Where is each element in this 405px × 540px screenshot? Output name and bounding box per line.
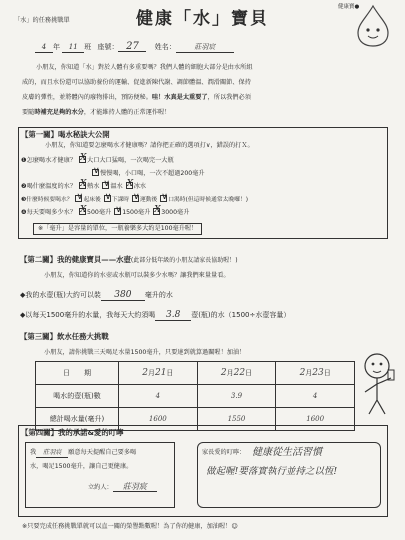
parent-message-line-1: 健康從生活習慣 [252, 447, 322, 458]
table-header-date: 日 期 [36, 362, 119, 385]
intro-line-1: 小朋友，你知道「水」對於人體有多重要嗎？我們人體的細胞大部分是由水所組 [36, 64, 253, 71]
q3-option-a-checkbox[interactable]: ∨ [76, 192, 84, 202]
grade-label: 年 [53, 43, 60, 51]
question-4: ❹每天要喝多少水？ X 500毫升 ∨ 1500毫升 X 3000毫升 [21, 205, 190, 216]
q3-option-b-checkbox[interactable]: ∨ [104, 192, 112, 202]
table-cell-total: 1600 [276, 408, 355, 431]
section-1-note: ※「毫升」是容量的單位，一瓶養樂多大約是100毫升喔！ [33, 223, 202, 235]
intro-emphasis: 哇！水真是太重要了 [151, 94, 208, 101]
bottle-capacity-value: 380 [101, 291, 145, 301]
pledge-line-2: 水，喝足1500毫升，讓自己更健康。 [30, 463, 133, 470]
grade-value: 4 [35, 43, 53, 53]
table-cell-date: 2月22日 [197, 362, 276, 385]
seat-value: 27 [118, 42, 146, 52]
section-3-title: 【第三關】飲水任務大挑戰 [20, 332, 109, 341]
parent-message-line-2: 做起喔!要落實執行並持之以恆! [206, 466, 338, 477]
table-cell-bottles: 4 [276, 385, 355, 408]
seat-label: 座號： [97, 43, 119, 51]
section-2-title: 【第二關】我的健康寶貝——水壺(此部分低年級的小朋友請家長協助喔！) [20, 255, 238, 264]
intro-bold-phrase: 時補充足夠的水分 [34, 109, 84, 116]
footer-note: ※只要完成任務挑戰單就可以直一關的榮譽點數喔！為了你的健康，加油喔！☺ [22, 523, 238, 530]
name-label: 姓名： [154, 43, 176, 51]
table-cell-bottles: 4 [119, 385, 198, 408]
intro-line-2: 成的，而且水份還可以協助養份的運輸、促進新陳代謝、調節體溫、潤滑關節、保持 [22, 79, 251, 86]
name-value: 莊羽宸 [176, 43, 234, 53]
q2-option-b-checkbox[interactable]: ∨ [103, 179, 110, 189]
q1-option-a-checkbox[interactable]: X [80, 153, 87, 163]
q4-option-a-checkbox[interactable]: X [80, 205, 87, 215]
table-row [36, 385, 355, 408]
section-2 [18, 255, 388, 331]
intro-line-3: 皮膚的彈性，並將體內的廢物排出，預防便秘。哇！水真是太重要了，所以我們必須 [22, 94, 251, 101]
q1-option-b-checkbox[interactable]: ∨ [93, 166, 100, 176]
q3-option-d-checkbox[interactable]: ∨ [161, 192, 168, 202]
logo-text: 健康寶● [338, 4, 360, 10]
section-4 [18, 425, 388, 517]
section-1 [18, 127, 388, 239]
table-cell-total: 1600 [119, 408, 198, 431]
question-2: ❷喝什麼溫度的水？ X 熱水 ∨ 溫水 X 冰水 [21, 179, 147, 190]
pledge-name: 莊羽宸 [36, 449, 68, 458]
section-4-title: 【第四關】我的承諾&愛的叮嚀 [21, 428, 124, 437]
capacity-line: ◆我的水壺(瓶)大約可以裝 380 毫升的水 [20, 290, 173, 300]
section-2-instruction: 小朋友，你知道你的水壺或水瓶可以裝多少水嗎？讓我們來量量看。 [44, 272, 230, 279]
pledge-line-1: 我 莊羽宸 願意每天提醒自己要多喝 [30, 449, 137, 456]
parent-message-box [197, 442, 381, 508]
question-3: ❸什麼時候要喝水？ ∨ 起床後 ∨ 下課時 ∨ 運動後 ∨ 口渴時(但這時候通常太晚囉！) [21, 192, 249, 203]
q3-option-c-checkbox[interactable]: ∨ [132, 192, 140, 202]
drinking-record-table [35, 361, 355, 431]
cartoon-character-illustration [355, 348, 397, 418]
class-value: 11 [62, 43, 84, 53]
table-cell-date: 2月21日 [119, 362, 198, 385]
question-1: ❶怎麼喝水才健康？ X 大口大口猛喝，一次喝完一大瓶 [21, 153, 174, 164]
q4-option-c-checkbox[interactable]: X [154, 205, 161, 215]
intro-line-4: 要隨時補充足夠的水分，才能維持人體的正常運作喔！ [22, 109, 171, 116]
corner-label: 「水」的任務挑戰單 [14, 17, 70, 24]
row-label-bottles: 喝水的壺(瓶)數 [36, 385, 119, 408]
bottles-line: ◆以每天1500毫升的水量，我每天大約須喝 3.8 壺(瓶)的水（1500÷水壺容量） [20, 310, 291, 320]
table-cell-date: 2月23日 [276, 362, 355, 385]
bottles-per-day-value: 3.8 [155, 311, 191, 321]
section-1-title: 【第一關】喝水秘訣大公開 [21, 130, 110, 139]
pledge-box [25, 442, 175, 508]
page-title: 健康「水」寶貝 [136, 9, 269, 29]
signer-name: 莊羽宸 [113, 483, 157, 492]
table-cell-bottles: 3.9 [197, 385, 276, 408]
student-info-line [35, 42, 234, 53]
parent-message-label: 家長愛的叮嚀： [202, 449, 246, 456]
section-3-instruction: 小朋友，請你挑戰三天喝足水量1500毫升，只要達到就算過關喔！加油！ [44, 349, 246, 356]
q2-option-c-checkbox[interactable]: X [126, 179, 134, 189]
intro-paragraph [22, 60, 253, 120]
signer-line: 立約人： 莊羽宸 [88, 483, 157, 492]
table-cell-total: 1550 [197, 408, 276, 431]
row-label-total: 總計喝水量(毫升) [36, 408, 119, 431]
q4-option-b-checkbox[interactable]: ∨ [115, 205, 122, 215]
class-label: 班 [84, 43, 92, 51]
table-row [36, 362, 355, 385]
question-1-option-b: ∨ 慢慢喝，小口喝，一次不超過200毫升 [93, 166, 205, 177]
section-1-instruction: 小朋友，你知道要怎麼喝水才健康嗎？請你把正確的選項打∨，錯誤的打Ｘ。 [45, 142, 254, 149]
q2-option-a-checkbox[interactable]: X [80, 179, 87, 189]
